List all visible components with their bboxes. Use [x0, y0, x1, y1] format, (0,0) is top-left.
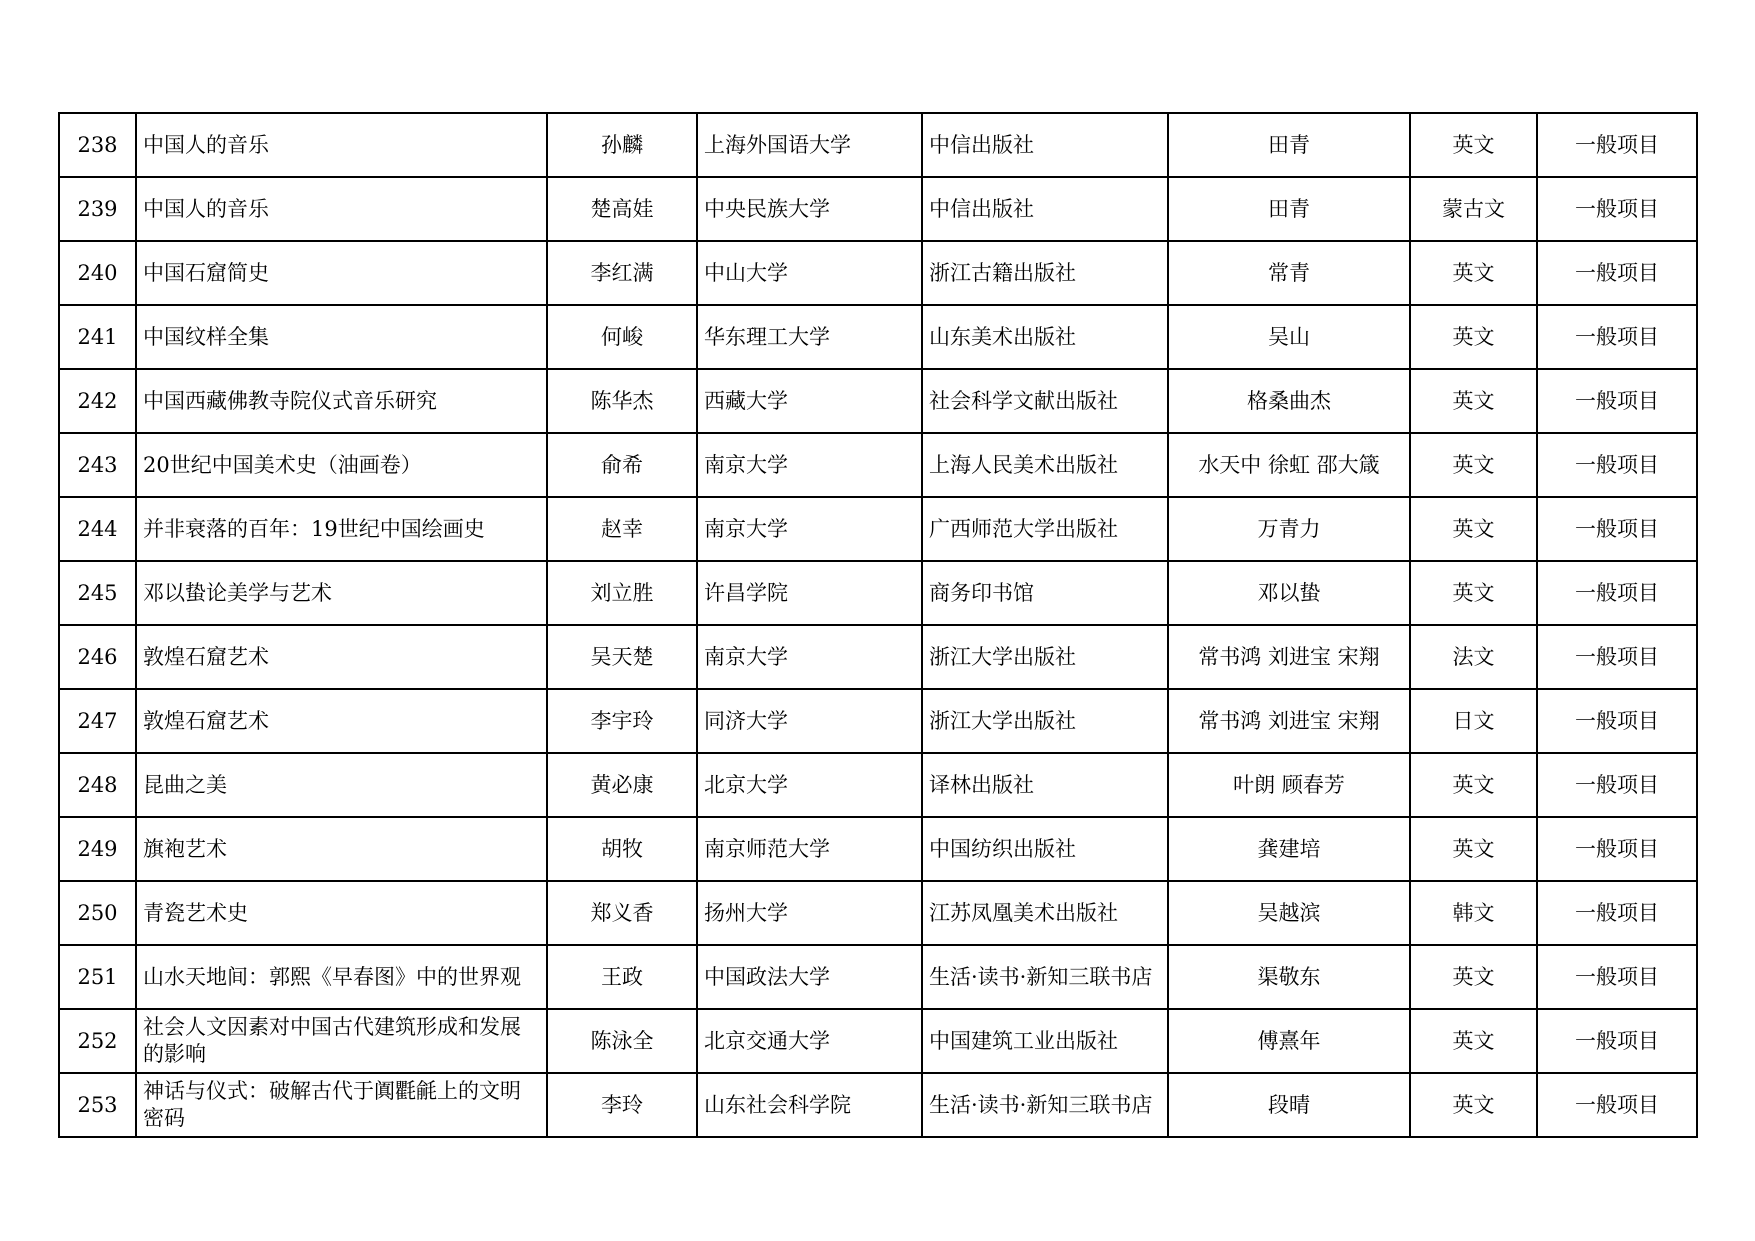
- author-name: 水天中 徐虹 邵大箴: [1168, 433, 1410, 497]
- project-list-table: [58, 112, 1698, 1138]
- author-name: 万青力: [1168, 497, 1410, 561]
- translator-institution: 北京交通大学: [697, 1009, 922, 1073]
- author-name: 田青: [1168, 177, 1410, 241]
- author-name: 吴越滨: [1168, 881, 1410, 945]
- project-category: 一般项目: [1537, 817, 1697, 881]
- translator-institution: 上海外国语大学: [697, 113, 922, 177]
- table-row: [59, 817, 1697, 881]
- publisher-name: 山东美术出版社: [922, 305, 1168, 369]
- table-row: [59, 369, 1697, 433]
- publisher-name: 中信出版社: [922, 113, 1168, 177]
- target-language: 英文: [1410, 817, 1537, 881]
- target-language: 韩文: [1410, 881, 1537, 945]
- book-title: 青瓷艺术史: [136, 881, 547, 945]
- publisher-name: 社会科学文献出版社: [922, 369, 1168, 433]
- project-category: 一般项目: [1537, 881, 1697, 945]
- publisher-name: 生活·读书·新知三联书店: [922, 1073, 1168, 1137]
- book-title: 20世纪中国美术史（油画卷）: [136, 433, 547, 497]
- publisher-name: 上海人民美术出版社: [922, 433, 1168, 497]
- author-name: 叶朗 顾春芳: [1168, 753, 1410, 817]
- project-category: 一般项目: [1537, 305, 1697, 369]
- target-language: 英文: [1410, 433, 1537, 497]
- translator-name: 孙麟: [547, 113, 697, 177]
- table-row: [59, 177, 1697, 241]
- translator-institution: 中国政法大学: [697, 945, 922, 1009]
- row-number: 240: [59, 241, 136, 305]
- author-name: 田青: [1168, 113, 1410, 177]
- translator-name: 胡牧: [547, 817, 697, 881]
- translator-name: 何峻: [547, 305, 697, 369]
- target-language: 英文: [1410, 305, 1537, 369]
- target-language: 英文: [1410, 497, 1537, 561]
- row-number: 249: [59, 817, 136, 881]
- translator-institution: 西藏大学: [697, 369, 922, 433]
- project-category: 一般项目: [1537, 561, 1697, 625]
- book-title: 中国石窟简史: [136, 241, 547, 305]
- target-language: 英文: [1410, 369, 1537, 433]
- table-row: [59, 753, 1697, 817]
- publisher-name: 江苏凤凰美术出版社: [922, 881, 1168, 945]
- table-row: [59, 241, 1697, 305]
- project-category: 一般项目: [1537, 497, 1697, 561]
- translator-institution: 北京大学: [697, 753, 922, 817]
- translator-institution: 南京大学: [697, 497, 922, 561]
- target-language: 蒙古文: [1410, 177, 1537, 241]
- translator-institution: 同济大学: [697, 689, 922, 753]
- author-name: 吴山: [1168, 305, 1410, 369]
- translator-name: 李红满: [547, 241, 697, 305]
- book-title: 中国人的音乐: [136, 177, 547, 241]
- book-title: 敦煌石窟艺术: [136, 625, 547, 689]
- row-number: 241: [59, 305, 136, 369]
- translator-institution: 南京大学: [697, 433, 922, 497]
- row-number: 244: [59, 497, 136, 561]
- book-title: 中国纹样全集: [136, 305, 547, 369]
- author-name: 邓以蛰: [1168, 561, 1410, 625]
- row-number: 253: [59, 1073, 136, 1137]
- publisher-name: 浙江大学出版社: [922, 625, 1168, 689]
- target-language: 英文: [1410, 1073, 1537, 1137]
- project-category: 一般项目: [1537, 369, 1697, 433]
- target-language: 英文: [1410, 1009, 1537, 1073]
- row-number: 251: [59, 945, 136, 1009]
- translator-name: 陈华杰: [547, 369, 697, 433]
- translator-name: 陈泳全: [547, 1009, 697, 1073]
- translator-name: 楚高娃: [547, 177, 697, 241]
- translator-institution: 南京大学: [697, 625, 922, 689]
- table-row: [59, 881, 1697, 945]
- table-row: [59, 113, 1697, 177]
- translator-name: 俞希: [547, 433, 697, 497]
- translator-institution: 扬州大学: [697, 881, 922, 945]
- translator-institution: 中央民族大学: [697, 177, 922, 241]
- publisher-name: 广西师范大学出版社: [922, 497, 1168, 561]
- publisher-name: 中国建筑工业出版社: [922, 1009, 1168, 1073]
- translator-institution: 许昌学院: [697, 561, 922, 625]
- project-category: 一般项目: [1537, 177, 1697, 241]
- author-name: 格桑曲杰: [1168, 369, 1410, 433]
- row-number: 250: [59, 881, 136, 945]
- target-language: 英文: [1410, 113, 1537, 177]
- row-number: 238: [59, 113, 136, 177]
- project-category: 一般项目: [1537, 113, 1697, 177]
- publisher-name: 浙江古籍出版社: [922, 241, 1168, 305]
- book-title: 昆曲之美: [136, 753, 547, 817]
- author-name: 龚建培: [1168, 817, 1410, 881]
- target-language: 英文: [1410, 945, 1537, 1009]
- project-category: 一般项目: [1537, 753, 1697, 817]
- publisher-name: 商务印书馆: [922, 561, 1168, 625]
- author-name: 渠敬东: [1168, 945, 1410, 1009]
- publisher-name: 生活·读书·新知三联书店: [922, 945, 1168, 1009]
- row-number: 245: [59, 561, 136, 625]
- target-language: 日文: [1410, 689, 1537, 753]
- publisher-name: 中信出版社: [922, 177, 1168, 241]
- target-language: 英文: [1410, 561, 1537, 625]
- translator-name: 郑义香: [547, 881, 697, 945]
- translator-institution: 中山大学: [697, 241, 922, 305]
- book-title: 邓以蛰论美学与艺术: [136, 561, 547, 625]
- translator-institution: 南京师范大学: [697, 817, 922, 881]
- table-row: [59, 945, 1697, 1009]
- publisher-name: 中国纺织出版社: [922, 817, 1168, 881]
- project-category: 一般项目: [1537, 241, 1697, 305]
- translator-name: 赵幸: [547, 497, 697, 561]
- table-row: [59, 625, 1697, 689]
- publisher-name: 译林出版社: [922, 753, 1168, 817]
- project-category: 一般项目: [1537, 625, 1697, 689]
- translator-name: 黄必康: [547, 753, 697, 817]
- translator-institution: 华东理工大学: [697, 305, 922, 369]
- project-category: 一般项目: [1537, 945, 1697, 1009]
- author-name: 常青: [1168, 241, 1410, 305]
- project-category: 一般项目: [1537, 433, 1697, 497]
- translator-name: 吴天楚: [547, 625, 697, 689]
- table-row: [59, 1009, 1697, 1073]
- author-name: 常书鸿 刘进宝 宋翔: [1168, 689, 1410, 753]
- project-category: 一般项目: [1537, 1073, 1697, 1137]
- row-number: 239: [59, 177, 136, 241]
- book-title: 山水天地间：郭熙《早春图》中的世界观: [136, 945, 547, 1009]
- target-language: 英文: [1410, 753, 1537, 817]
- project-category: 一般项目: [1537, 689, 1697, 753]
- translator-name: 刘立胜: [547, 561, 697, 625]
- book-title: 并非衰落的百年：19世纪中国绘画史: [136, 497, 547, 561]
- table-row: [59, 305, 1697, 369]
- translator-name: 李玲: [547, 1073, 697, 1137]
- translator-name: 李宇玲: [547, 689, 697, 753]
- table-row: [59, 561, 1697, 625]
- table-row: [59, 1073, 1697, 1137]
- publisher-name: 浙江大学出版社: [922, 689, 1168, 753]
- row-number: 243: [59, 433, 136, 497]
- row-number: 242: [59, 369, 136, 433]
- book-title: 中国西藏佛教寺院仪式音乐研究: [136, 369, 547, 433]
- book-title: 敦煌石窟艺术: [136, 689, 547, 753]
- row-number: 246: [59, 625, 136, 689]
- book-title: 中国人的音乐: [136, 113, 547, 177]
- table-body: [59, 113, 1697, 1137]
- row-number: 248: [59, 753, 136, 817]
- table-row: [59, 497, 1697, 561]
- row-number: 247: [59, 689, 136, 753]
- table-row: [59, 689, 1697, 753]
- book-title: 社会人文因素对中国古代建筑形成和发展的影响: [136, 1009, 547, 1073]
- row-number: 252: [59, 1009, 136, 1073]
- project-category: 一般项目: [1537, 1009, 1697, 1073]
- table-row: [59, 433, 1697, 497]
- translator-institution: 山东社会科学院: [697, 1073, 922, 1137]
- target-language: 英文: [1410, 241, 1537, 305]
- book-title: 神话与仪式：破解古代于阗氍毹上的文明密码: [136, 1073, 547, 1137]
- target-language: 法文: [1410, 625, 1537, 689]
- book-title: 旗袍艺术: [136, 817, 547, 881]
- author-name: 段晴: [1168, 1073, 1410, 1137]
- author-name: 常书鸿 刘进宝 宋翔: [1168, 625, 1410, 689]
- translator-name: 王政: [547, 945, 697, 1009]
- author-name: 傅熹年: [1168, 1009, 1410, 1073]
